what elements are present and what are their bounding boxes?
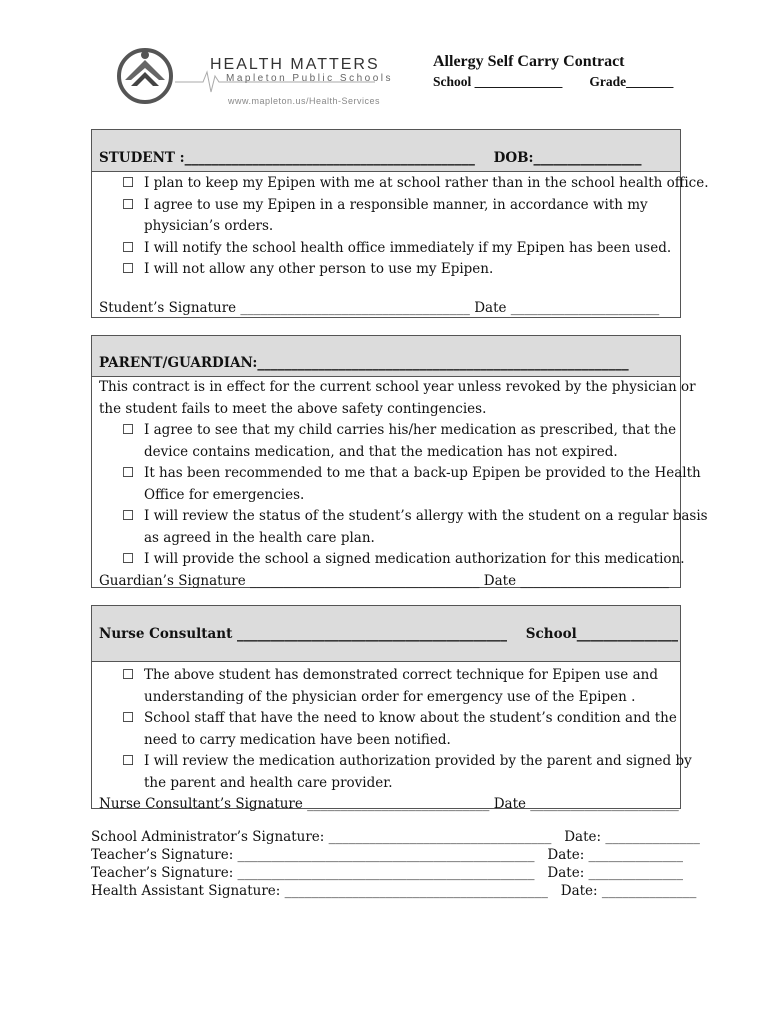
health-assistant-signature-line[interactable]: Health Assistant Signature: _______________________________________ Date: ______________ — [91, 883, 697, 899]
checkbox[interactable]: ☐ — [122, 508, 135, 524]
checkbox[interactable]: ☐ — [122, 551, 135, 567]
logo-subtitle: Mapleton Public Schools — [226, 73, 394, 84]
teacher-signature-line[interactable]: Teacher’s Signature: ____________________________________________ Date: ______________ — [91, 847, 684, 863]
list-item-continued: Office for emergencies. — [144, 486, 305, 503]
guardian-signature-line[interactable]: Guardian’s Signature __________________________________ Date ______________________ — [99, 572, 669, 589]
list-item-continued: physician’s orders. — [144, 218, 274, 234]
checkbox[interactable]: ☐ — [122, 465, 135, 481]
nurse-signature-line[interactable]: Nurse Consultant’s Signature ___________________________ Date ______________________ — [99, 796, 679, 812]
list-item: ☐ The above student has demonstrated correct technique for Epipen use and — [92, 665, 680, 687]
student-name-dob-field[interactable]: STUDENT :___________________________________________ DOB:________________ — [99, 150, 642, 166]
document-title: Allergy Self Carry Contract — [433, 53, 625, 70]
school-grade-line — [433, 74, 673, 90]
list-item: ☐ I will review the medication authorization provided by the parent and signed by — [92, 751, 680, 773]
list-item: ☐ I will notify the school health office immediately if my Epipen has been used. — [92, 238, 680, 260]
list-item-continued: the parent and health care provider. — [144, 774, 393, 791]
checkbox[interactable]: ☐ — [122, 667, 135, 683]
student-heading — [92, 130, 680, 172]
list-item-continued: device contains medication, and that the medication has not expired. — [144, 443, 618, 460]
list-item: ☐ I will provide the school a signed medication authorization for this medication. — [92, 549, 680, 571]
checkbox[interactable]: ☐ — [122, 175, 135, 191]
logo-title: HEALTH MATTERS — [210, 56, 380, 73]
student-section — [91, 129, 709, 318]
parent-name-field[interactable]: PARENT/GUARDIAN:_______________________________________________________ — [99, 355, 629, 371]
checkbox[interactable]: ☐ — [122, 261, 135, 277]
list-item: ☐ I will review the status of the student’s allergy with the student on a regular basis — [92, 506, 680, 528]
list-item-continued: need to carry medication have been notified. — [144, 731, 451, 748]
teacher-signature-line[interactable]: Teacher’s Signature: ____________________________________________ Date: ______________ — [91, 865, 684, 881]
parent-intro: the student fails to meet the above safety contingencies. — [99, 400, 487, 417]
checkbox[interactable]: ☐ — [122, 753, 135, 769]
nurse-school-field[interactable]: Nurse Consultant ________________________________________ School_______________ — [99, 626, 678, 642]
list-item: ☐ I agree to use my Epipen in a responsible manner, in accordance with my — [92, 195, 680, 217]
parent-heading — [92, 336, 680, 377]
list-item: ☐ School staff that have the need to know about the student’s condition and the — [92, 708, 680, 730]
checkbox[interactable]: ☐ — [122, 239, 135, 256]
parent-intro: This contract is in effect for the current school year unless revoked by the physician or — [99, 379, 696, 395]
administrator-signature-line[interactable]: School Administrator’s Signature: _________________________________ Date: ______________ — [91, 829, 700, 845]
list-item: ☐ I will not allow any other person to use my Epipen. — [92, 259, 680, 281]
list-item: ☐ I agree to see that my child carries his/her medication as prescribed, that the — [92, 420, 680, 442]
grade-field[interactable]: Grade_______ — [589, 74, 674, 89]
nurse-section — [91, 605, 692, 812]
logo-url: www.mapleton.us/Health-Services — [228, 96, 381, 106]
nurse-heading — [92, 606, 680, 662]
student-body — [92, 172, 709, 319]
list-item-continued: as agreed in the health care plan. — [144, 529, 375, 546]
school-field[interactable]: School _____________ — [433, 74, 563, 89]
checkbox[interactable]: ☐ — [122, 196, 135, 213]
list-item: ☐ It has been recommended to me that a back-up Epipen be provided to the Health — [92, 463, 680, 485]
checkbox[interactable]: ☐ — [122, 422, 135, 438]
checkbox[interactable]: ☐ — [122, 710, 135, 726]
list-item-continued: understanding of the physician order for emergency use of the Epipen . — [144, 688, 636, 705]
footer-signatures — [91, 828, 700, 900]
parent-body — [92, 377, 708, 592]
parent-section — [91, 335, 708, 589]
student-signature-line[interactable]: Student’s Signature __________________________________ Date ______________________ — [99, 299, 660, 316]
nurse-body — [92, 662, 692, 816]
list-item: ☐ I plan to keep my Epipen with me at school rather than in the school health office. — [92, 173, 680, 195]
